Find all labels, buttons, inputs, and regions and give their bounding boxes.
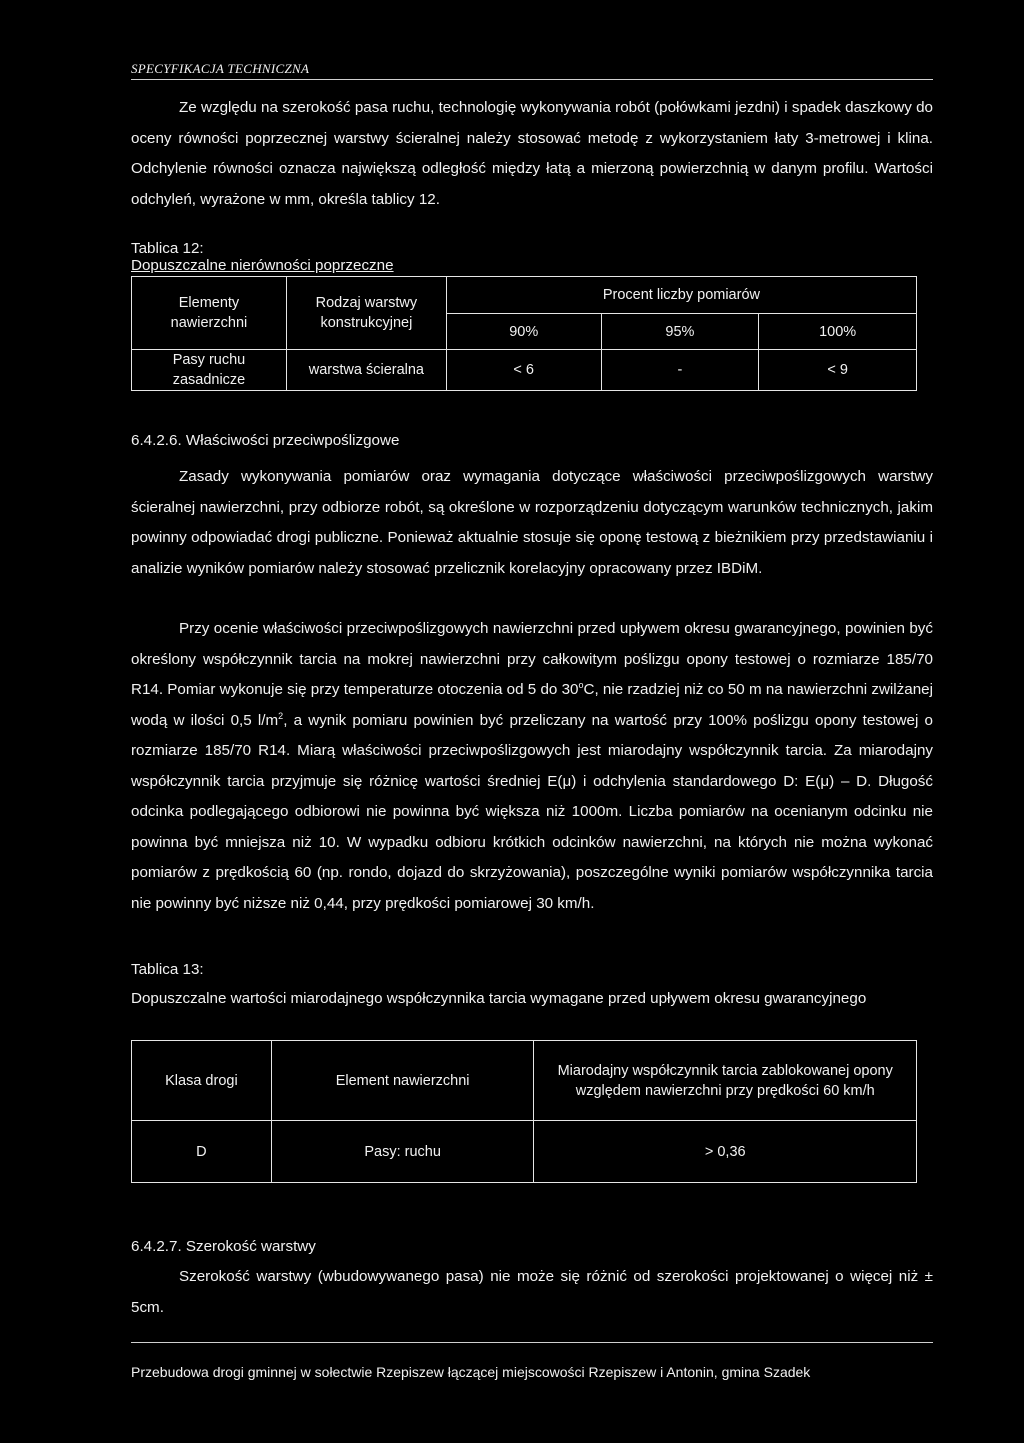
table12 xyxy=(131,276,917,391)
footer-rule xyxy=(131,1342,933,1343)
table12-cell-100: < 9 xyxy=(759,350,917,391)
table12-header-layer: Rodzaj warstwy konstrukcyjnej xyxy=(286,277,446,350)
table13-header-coefficient: Miarodajny współczynnik tarcia zablokowanej opony względem nawierzchni przy prędkości 60 km/h xyxy=(534,1041,917,1121)
table13-header-class: Klasa drogi xyxy=(132,1041,272,1121)
section-626-paragraph-1: Zasady wykonywania pomiarów oraz wymagania dotyczące właściwości przeciwpoślizgowych warstwy ścieralnej nawierzchni, przy odbiorze robót, są określone w rozporządzeniu dotyczącym warunków technicznych, jakim powinny odpowiadać drogi publiczne. Ponieważ aktualnie stosuje się oponę testową z bieżnikiem przy przedstawianiu i analizie wyników pomiarów należy stosować przelicznik korelacyjny opracowany przez IBDiM. xyxy=(131,468,933,577)
table13 xyxy=(131,1040,917,1183)
section-626-heading: 6.4.2.6. Właściwości przeciwpoślizgowe xyxy=(131,432,400,449)
table12-header-elements: Elementy nawierzchni xyxy=(132,277,287,350)
table13-title: Tablica 13: xyxy=(131,961,204,978)
table12-header-100: 100% xyxy=(759,314,917,350)
table12-header-95: 95% xyxy=(601,314,759,350)
table12-subtitle: Dopuszczalne nierówności poprzeczne xyxy=(131,257,394,274)
table12-cell-element: Pasy ruchu zasadnicze xyxy=(132,350,287,391)
table12-cell-95: - xyxy=(601,350,759,391)
table13-cell-value: > 0,36 xyxy=(534,1121,917,1183)
table12-cell-90: < 6 xyxy=(446,350,601,391)
table13-cell-class: D xyxy=(132,1121,272,1183)
footer-text: Przebudowa drogi gminnej w sołectwie Rzepiszew łączącej miejscowości Rzepiszew i Antonin, gmina Szadek xyxy=(131,1364,811,1380)
table12-header-90: 90% xyxy=(446,314,601,350)
header-rule xyxy=(131,79,933,80)
table12-header-percent: Procent liczby pomiarów xyxy=(446,277,916,314)
table13-cell-element: Pasy: ruchu xyxy=(271,1121,534,1183)
document-header-title: SPECYFIKACJA TECHNICZNA xyxy=(131,61,310,76)
table13-header-element: Element nawierzchni xyxy=(271,1041,534,1121)
table12-cell-layer: warstwa ścieralna xyxy=(286,350,446,391)
table12-title: Tablica 12: xyxy=(131,240,204,257)
section-627-heading: 6.4.2.7. Szerokość warstwy xyxy=(131,1238,316,1255)
table13-subtitle: Dopuszczalne wartości miarodajnego współczynnika tarcia wymagane przed upływem okresu gwarancyjnego xyxy=(131,990,867,1007)
section-626-paragraph-2: Przy ocenie właściwości przeciwpoślizgowych nawierzchni przed upływem okresu gwarancyjnego, powinien być określony współczynnik tarcia na mokrej nawierzchni przy całkowitym poślizgu opony testowej o rozmiarze 185/70 R14. Pomiar wykonuje się przy temperaturze otoczenia od 5 do 30$^o$C, nie rzadziej niż co 50 m na nawierzchni zwilżanej wodą w ilości 0,5 $l/m^2$, a wynik pomiaru powinien być przeliczany na wartość przy 100% poślizgu opony testowej o rozmiarze 185/70 R14. Miarą właściwości przeciwpoślizgowych jest miarodajny współczynnik tarcia. Za miarodajny współczynnik tarcia przyjmuje się różnicę wartości średniej E(μ) i odchylenia standardowego D: E(μ) – D. Długość odcinka podlegającego odbiorowi nie powinna być większa niż 1000m. Liczba pomiarów na ocenianym odcinku nie powinna być mniejsza niż 10. W wypadku odbioru krótkich odcinków nawierzchni, na których nie można wykonać pomiarów z prędkością 60 (np. rondo, dojazd do skrzyżowania), poszczególne wyniki pomiarów współczynnika tarcia nie powinny być niższe niż 0,44, przy prędkości pomiarowej 30 km/h. xyxy=(131,620,933,912)
intro-paragraph: Ze względu na szerokość pasa ruchu, technologię wykonywania robót (połówkami jezdni) i spadek daszkowy do oceny równości poprzecznej warstwy ścieralnej należy stosować metodę z wykorzystaniem łaty 3-metrowej i klina. Odchylenie równości oznacza największą odległość między łatą a mierzoną powierzchnią w danym profilu. Wartości odchyleń, wyrażone w mm, określa tablicy 12. xyxy=(131,99,933,208)
section-627-paragraph: Szerokość warstwy (wbudowywanego pasa) nie może się różnić od szerokości projektowanej o więcej niż ± 5cm. xyxy=(131,1268,933,1316)
